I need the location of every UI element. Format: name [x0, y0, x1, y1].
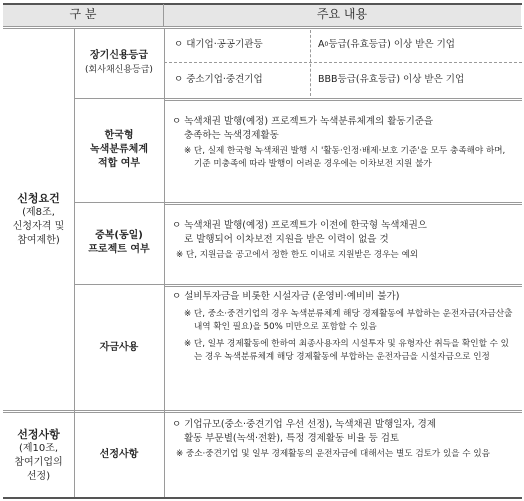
funds-line1: ㅇ 설비투자금을 비롯한 시설자금 (운영비·예비비 불가)	[172, 291, 400, 302]
funds-label: 자금사용	[99, 341, 139, 353]
row-duplicate-label	[74, 203, 164, 283]
duplicate-note: ※ 단, 지원금을 공고에서 정한 한도 이내로 지원받은 경우는 예외	[176, 250, 419, 260]
selection-label: 선정사항	[99, 449, 139, 460]
taxonomy-note: ※ 단, 실제 한국형 녹색채권 발행 시 '활동·인정·배제·보호 기준'을 모두 충족해야 하며, 기준 미충족에 따라 발행이 어려운 경우에는 이차보전 지원 불가	[184, 146, 506, 169]
funds-note1: ※ 단, 중소·중견기업의 경우 녹색분류체계 해당 경제활동에 부합하는 운전자금(자금산출 내역 확인 필요)을 50% 미만으로 포함할 수 있음	[184, 309, 513, 332]
rule-header-bottom	[3, 26, 522, 27]
rule-taxonomy-bottom	[74, 202, 522, 203]
rule-top	[3, 3, 522, 5]
row-taxonomy-label	[74, 99, 164, 201]
row-credit-label	[74, 28, 164, 98]
section-select-title: 선정사항	[17, 428, 60, 441]
duplicate-label: 중복(동일) 프로젝트 여부	[88, 230, 150, 255]
funds-note2: ※ 단, 일부 경제활동에 한하여 최종사용자의 시설투자 및 유형자산 취득을 확인할 수 있는 경우 녹색분류체계 해당 경제활동에 부합하는 운전자금을 시설자금으로 인정	[184, 339, 509, 362]
rule-header-bottom-2	[3, 28, 522, 29]
rule-apply-bottom	[3, 410, 522, 411]
row-taxonomy-content	[164, 101, 522, 201]
credit-label: 장기신용등급	[90, 50, 148, 61]
taxonomy-line1: ㅇ 녹색채권 발행(예정) 프로젝트가 녹색분류체계의 활동기준을	[172, 116, 434, 127]
selection-note: ※ 중소·중견기업 및 일부 경제활동의 운전자금에 대해서는 별도 검토가 있을 수 있음	[176, 449, 490, 459]
taxonomy-line2: 충족하는 녹색경제활동	[184, 130, 279, 141]
section-select	[3, 412, 74, 498]
selection-line1: ㅇ 기업규모(중소·중견기업 우선 선정), 녹색채권 발행일자, 경제	[172, 419, 437, 430]
selection-line2: 활동 부문별(녹색·전환), 특정 경제활동 비율 등 검토	[184, 433, 400, 444]
rule-duplicate-bottom	[74, 284, 522, 285]
section-apply	[3, 28, 74, 410]
rule-taxonomy-bottom-2	[164, 204, 522, 205]
rule-apply-bottom-2	[3, 412, 522, 413]
row-selection-label	[74, 412, 164, 498]
credit-item-1-grade-post: 등급(유효등급) 이상 받은 기업	[328, 38, 455, 50]
credit-sub: (회사채신용등급)	[85, 65, 153, 75]
header-col-category: 구 분	[3, 4, 163, 26]
rule-credit-bottom	[74, 98, 522, 99]
credit-item-1-grade-sup: 0	[324, 40, 329, 48]
rule-v-credit-split	[310, 30, 311, 96]
header-col-content: 주요 내용	[163, 4, 521, 26]
row-duplicate-content	[164, 205, 522, 283]
row-funds-label	[74, 285, 164, 410]
credit-item-1-grade-pre: A	[318, 38, 325, 50]
rule-credit-bottom-2	[164, 100, 522, 101]
credit-item-1-company: ㅇ 대기업·공공기관등	[174, 38, 263, 50]
rule-v-header	[163, 4, 164, 26]
section-select-sub: (제10조, 참여기업의 선정)	[14, 443, 63, 482]
rule-bottom	[3, 497, 522, 499]
rule-credit-mid	[164, 62, 522, 63]
credit-item-1-grade	[312, 28, 522, 61]
row-selection-content	[164, 414, 522, 498]
taxonomy-label: 한국형 녹색분류체계 적합 여부	[90, 130, 148, 169]
row-funds-content	[164, 288, 522, 410]
section-apply-sub: (제8조, 신청자격 및 참여제한)	[12, 207, 65, 246]
duplicate-line1: ㅇ 녹색채권 발행(예정) 프로젝트가 이전에 한국형 녹색채권으	[172, 220, 427, 231]
section-apply-title: 신청요건	[17, 192, 60, 205]
credit-item-2-company: ㅇ 중소기업·중견기업	[174, 74, 263, 85]
duplicate-line2: 로 발행되어 이차보전 지원을 받은 이력이 없을 것	[184, 234, 389, 245]
credit-item-2-grade: BBB등급(유효등급) 이상 받은 기업	[318, 74, 465, 85]
rule-duplicate-bottom-2	[164, 286, 522, 287]
